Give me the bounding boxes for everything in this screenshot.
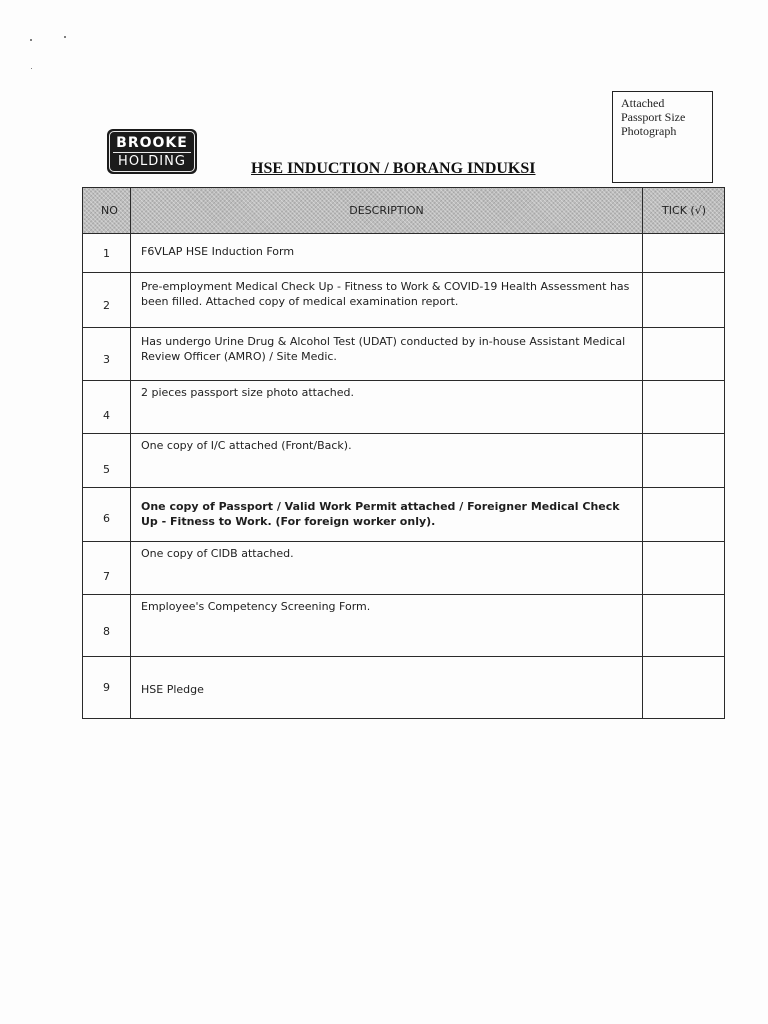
row-description: HSE Pledge — [131, 657, 643, 719]
header-description: DESCRIPTION — [131, 188, 643, 234]
tick-box[interactable] — [643, 234, 725, 273]
tick-box[interactable] — [643, 657, 725, 719]
tick-box[interactable] — [643, 328, 725, 381]
table-row — [83, 488, 725, 542]
table-row — [83, 595, 725, 657]
row-description: Has undergo Urine Drug & Alcohol Test (UDAT) conducted by in-house Assistant Medical Review Officer (AMRO) / Site Medic. — [131, 328, 643, 381]
row-number: 3 — [83, 328, 131, 381]
row-number: 8 — [83, 595, 131, 657]
logo-line-holding: HOLDING — [118, 153, 186, 169]
tick-box[interactable] — [643, 595, 725, 657]
table-row — [83, 434, 725, 488]
passport-photo-box — [612, 91, 713, 183]
row-description: 2 pieces passport size photo attached. — [131, 381, 643, 434]
header-tick: TICK (√) — [643, 188, 725, 234]
table-row — [83, 273, 725, 328]
row-number: 4 — [83, 381, 131, 434]
row-description: One copy of I/C attached (Front/Back). — [131, 434, 643, 488]
table-row — [83, 381, 725, 434]
logo-line-brooke: BROOKE — [116, 134, 188, 151]
row-number: 7 — [83, 542, 131, 595]
row-description: One copy of Passport / Valid Work Permit attached / Foreigner Medical Check Up - Fitness to Work. (For foreign worker only). — [131, 488, 643, 542]
brooke-holding-logo — [107, 129, 197, 174]
document-title: HSE INDUCTION / BORANG INDUKSI — [251, 160, 536, 177]
passport-photo-label: Attached Passport Size Photograph — [621, 96, 686, 138]
tick-box[interactable] — [643, 542, 725, 595]
logo-divider — [113, 152, 191, 153]
table-header-row — [83, 188, 725, 234]
row-number: 1 — [83, 234, 131, 273]
table-row — [83, 542, 725, 595]
induction-checklist-table — [82, 187, 725, 719]
table-row — [83, 328, 725, 381]
row-description: F6VLAP HSE Induction Form — [131, 234, 643, 273]
row-description: Pre-employment Medical Check Up - Fitness to Work & COVID-19 Health Assessment has been filled. Attached copy of medical examination report. — [131, 273, 643, 328]
row-description: One copy of CIDB attached. — [131, 542, 643, 595]
table-row — [83, 657, 725, 719]
row-number: 2 — [83, 273, 131, 328]
tick-box[interactable] — [643, 273, 725, 328]
tick-box[interactable] — [643, 381, 725, 434]
scan-speck — [30, 39, 32, 41]
tick-box[interactable] — [643, 488, 725, 542]
scan-speck — [64, 36, 66, 38]
row-number: 6 — [83, 488, 131, 542]
table-row — [83, 234, 725, 273]
tick-box[interactable] — [643, 434, 725, 488]
row-number: 5 — [83, 434, 131, 488]
scan-speck — [31, 68, 32, 69]
row-description: Employee's Competency Screening Form. — [131, 595, 643, 657]
logo-frame — [109, 131, 195, 172]
row-number: 9 — [83, 657, 131, 719]
header-no: NO — [83, 188, 131, 234]
